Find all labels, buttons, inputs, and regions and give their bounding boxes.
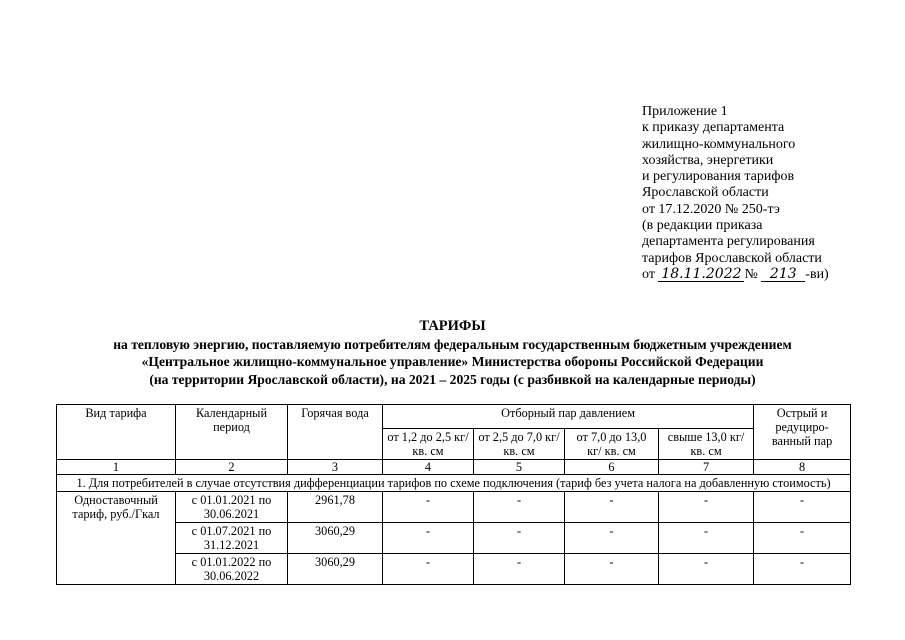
header-period: Календарный период <box>176 405 288 460</box>
hot-water-value: 3060,29 <box>288 554 383 585</box>
appendix-line: и регулирования тарифов <box>642 169 795 185</box>
title-line-1: на тепловую энергию, поставляемую потребителям федеральным государственным бюджетным учреждением <box>113 336 792 352</box>
column-index-row <box>57 460 851 475</box>
steam-3-value: - <box>565 492 659 523</box>
header-row <box>57 405 851 429</box>
column-index: 5 <box>474 460 565 475</box>
sharp-steam-value: - <box>754 554 851 585</box>
sharp-steam-value: - <box>754 523 851 554</box>
header-steam-2: от 2,5 до 7,0 кг/ кв. см <box>474 429 565 460</box>
appendix-line: от 17.12.2020 № 250-тэ <box>642 201 780 217</box>
sharp-steam-value: - <box>754 492 851 523</box>
column-index: 1 <box>57 460 176 475</box>
handwritten-number: 213 <box>761 267 805 282</box>
header-steam-3: от 7,0 до 13,0 кг/ кв. см <box>565 429 659 460</box>
header-steam-4: свыше 13,0 кг/ кв. см <box>659 429 754 460</box>
appendix-line: тарифов Ярославской области <box>642 250 822 266</box>
steam-2-value: - <box>474 492 565 523</box>
appendix-block <box>642 104 829 283</box>
column-index: 2 <box>176 460 288 475</box>
amendment-prefix: от <box>642 266 655 282</box>
header-tariff-type: Вид тарифа <box>57 405 176 460</box>
steam-1-value: - <box>383 554 474 585</box>
section-1-caption: 1. Для потребителей в случае отсутствия дифференциации тарифов по схеме подключения (тариф без учета налога на добавленную стоимость) <box>57 475 851 492</box>
steam-1-value: - <box>383 523 474 554</box>
handwritten-date: 18.11.2022 <box>658 267 744 282</box>
steam-4-value: - <box>659 554 754 585</box>
steam-4-value: - <box>659 523 754 554</box>
steam-1-value: - <box>383 492 474 523</box>
number-sign: № <box>744 266 758 282</box>
table-row <box>57 523 851 554</box>
header-hot-water: Горячая вода <box>288 405 383 460</box>
steam-3-value: - <box>565 523 659 554</box>
document-title <box>40 318 865 388</box>
appendix-line: Приложение 1 <box>642 104 728 119</box>
column-index: 3 <box>288 460 383 475</box>
appendix-line: Ярославской области <box>642 185 769 201</box>
column-index: 6 <box>565 460 659 475</box>
appendix-line: департамента регулирования <box>642 234 815 250</box>
header-sharp-steam: Острый и редуциро-ванный пар <box>754 405 851 460</box>
hot-water-value: 3060,29 <box>288 523 383 554</box>
tariffs-table <box>56 404 851 585</box>
amendment-suffix: -ви) <box>805 266 829 282</box>
tariff-label: Одноставочный тариф, руб./Гкал <box>57 492 176 585</box>
column-index: 7 <box>659 460 754 475</box>
title-line-3: (на территории Ярославской области), на 2021 – 2025 годы (с разбивкой на календарные периоды) <box>149 371 756 387</box>
steam-3-value: - <box>565 554 659 585</box>
steam-2-value: - <box>474 523 565 554</box>
header-steam: Отборный пар давлением <box>383 405 754 429</box>
column-index: 4 <box>383 460 474 475</box>
appendix-line: к приказу департамента <box>642 120 785 136</box>
appendix-line: (в редакции приказа <box>642 218 763 234</box>
period-cell: с 01.01.2022 по 30.06.2022 <box>176 554 288 585</box>
steam-2-value: - <box>474 554 565 585</box>
hot-water-value: 2961,78 <box>288 492 383 523</box>
period-cell: с 01.01.2021 по 30.06.2021 <box>176 492 288 523</box>
title-line-2: «Центральное жилищно-коммунальное управление» Министерства обороны Российской Федерации <box>141 354 764 369</box>
appendix-line: жилищно-коммунального <box>642 136 796 152</box>
section-row <box>57 475 851 492</box>
table-row <box>57 554 851 585</box>
title-heading: ТАРИФЫ <box>419 318 486 334</box>
period-cell: с 01.07.2021 по 31.12.2021 <box>176 523 288 554</box>
header-steam-1: от 1,2 до 2,5 кг/ кв. см <box>383 429 474 460</box>
appendix-amendment-line <box>642 267 829 283</box>
table-row <box>57 492 851 523</box>
steam-4-value: - <box>659 492 754 523</box>
column-index: 8 <box>754 460 851 475</box>
appendix-line: хозяйства, энергетики <box>642 152 774 168</box>
